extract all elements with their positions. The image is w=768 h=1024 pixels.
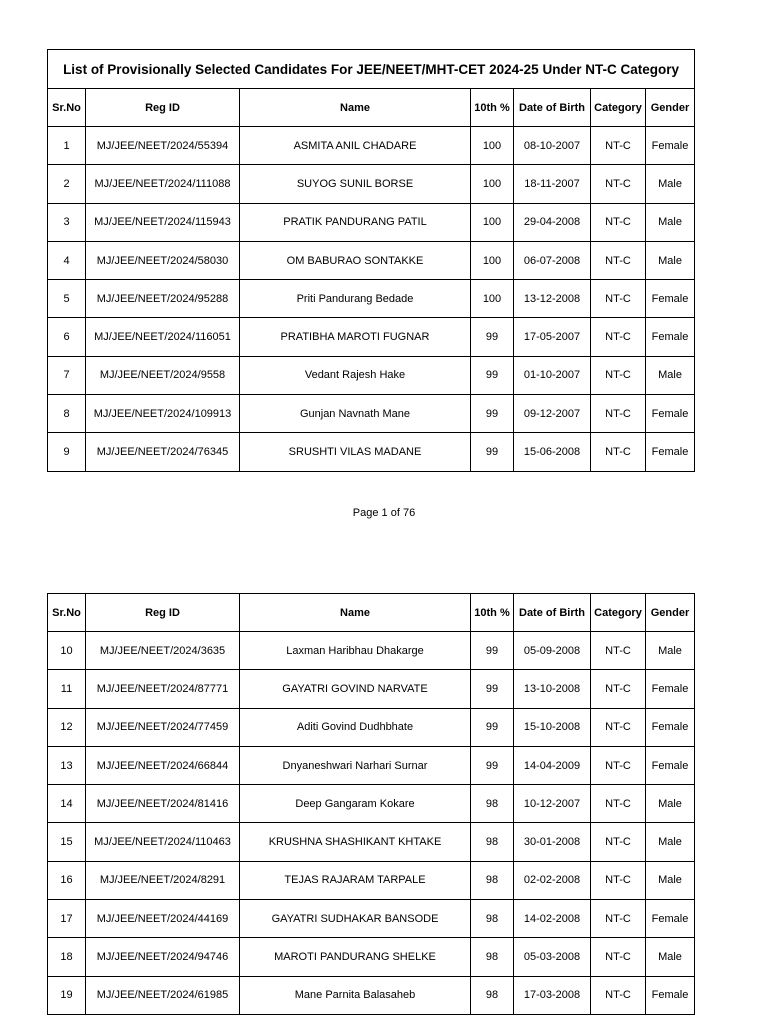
table-cell: NT-C bbox=[591, 746, 646, 784]
table-cell: 100 bbox=[471, 241, 514, 279]
candidates-table-page-2 bbox=[47, 593, 695, 1015]
table-row bbox=[48, 632, 695, 670]
table-cell: MJ/JEE/NEET/2024/95288 bbox=[86, 280, 240, 318]
table-cell: 2 bbox=[48, 165, 86, 203]
table-cell: Aditi Govind Dudhbhate bbox=[240, 708, 471, 746]
table-cell: NT-C bbox=[591, 280, 646, 318]
table-row bbox=[48, 746, 695, 784]
table-cell: Male bbox=[646, 785, 695, 823]
table-cell: 6 bbox=[48, 318, 86, 356]
table-header-row bbox=[48, 594, 695, 632]
table-cell: NT-C bbox=[591, 938, 646, 976]
table-cell: ASMITA ANIL CHADARE bbox=[240, 127, 471, 165]
table-cell: NT-C bbox=[591, 823, 646, 861]
table-row bbox=[48, 318, 695, 356]
table-cell: 08-10-2007 bbox=[514, 127, 591, 165]
table-cell: Laxman Haribhau Dhakarge bbox=[240, 632, 471, 670]
table-cell: 05-09-2008 bbox=[514, 632, 591, 670]
table-cell: 16 bbox=[48, 861, 86, 899]
table-cell: PRATIK PANDURANG PATIL bbox=[240, 203, 471, 241]
table-cell: Male bbox=[646, 861, 695, 899]
table-cell: 10 bbox=[48, 632, 86, 670]
table-cell: 19 bbox=[48, 976, 86, 1014]
column-header: Reg ID bbox=[86, 594, 240, 632]
table-body bbox=[48, 127, 695, 472]
table-cell: 1 bbox=[48, 127, 86, 165]
table-cell: Dnyaneshwari Narhari Surnar bbox=[240, 746, 471, 784]
table-cell: TEJAS RAJARAM TARPALE bbox=[240, 861, 471, 899]
table-cell: Mane Parnita Balasaheb bbox=[240, 976, 471, 1014]
table-cell: 99 bbox=[471, 433, 514, 471]
column-header: Gender bbox=[646, 89, 695, 127]
table-cell: 99 bbox=[471, 632, 514, 670]
table-cell: MJ/JEE/NEET/2024/111088 bbox=[86, 165, 240, 203]
document-title: List of Provisionally Selected Candidates For JEE/NEET/MHT-CET 2024-25 Under NT-C Category bbox=[48, 50, 695, 89]
table-cell: 17 bbox=[48, 900, 86, 938]
table-cell: Male bbox=[646, 356, 695, 394]
table-cell: NT-C bbox=[591, 395, 646, 433]
table-cell: 17-05-2007 bbox=[514, 318, 591, 356]
table-cell: 98 bbox=[471, 900, 514, 938]
table-cell: Female bbox=[646, 708, 695, 746]
table-cell: Female bbox=[646, 395, 695, 433]
column-header: Gender bbox=[646, 594, 695, 632]
table-cell: 7 bbox=[48, 356, 86, 394]
table-cell: 99 bbox=[471, 318, 514, 356]
table-cell: 05-03-2008 bbox=[514, 938, 591, 976]
table-header-row bbox=[48, 89, 695, 127]
table-cell: MJ/JEE/NEET/2024/110463 bbox=[86, 823, 240, 861]
table-body bbox=[48, 632, 695, 1015]
table-cell: 18 bbox=[48, 938, 86, 976]
table-cell: MAROTI PANDURANG SHELKE bbox=[240, 938, 471, 976]
table-cell: NT-C bbox=[591, 203, 646, 241]
table-cell: 14-04-2009 bbox=[514, 746, 591, 784]
column-header: Category bbox=[591, 594, 646, 632]
table-cell: Male bbox=[646, 241, 695, 279]
column-header: Date of Birth bbox=[514, 89, 591, 127]
column-header: Category bbox=[591, 89, 646, 127]
table-cell: Male bbox=[646, 938, 695, 976]
table-row bbox=[48, 433, 695, 471]
table-cell: 99 bbox=[471, 746, 514, 784]
table-cell: 8 bbox=[48, 395, 86, 433]
table-cell: Female bbox=[646, 318, 695, 356]
table-cell: 15 bbox=[48, 823, 86, 861]
table-row bbox=[48, 241, 695, 279]
table-row bbox=[48, 127, 695, 165]
column-header: Sr.No bbox=[48, 89, 86, 127]
table-cell: 100 bbox=[471, 280, 514, 318]
table-row bbox=[48, 708, 695, 746]
table-cell: MJ/JEE/NEET/2024/55394 bbox=[86, 127, 240, 165]
table-cell: 13-10-2008 bbox=[514, 670, 591, 708]
table-cell: Female bbox=[646, 976, 695, 1014]
table-cell: NT-C bbox=[591, 433, 646, 471]
page-number: Page 1 of 76 bbox=[352, 507, 416, 519]
table-row bbox=[48, 900, 695, 938]
table-cell: NT-C bbox=[591, 785, 646, 823]
table-cell: MJ/JEE/NEET/2024/109913 bbox=[86, 395, 240, 433]
table-cell: 98 bbox=[471, 785, 514, 823]
table-cell: Female bbox=[646, 127, 695, 165]
table-cell: Gunjan Navnath Mane bbox=[240, 395, 471, 433]
table-row bbox=[48, 165, 695, 203]
table-row bbox=[48, 976, 695, 1014]
candidates-table-page-1 bbox=[47, 49, 695, 472]
table-cell: SUYOG SUNIL BORSE bbox=[240, 165, 471, 203]
column-header: Name bbox=[240, 89, 471, 127]
table-cell: 15-06-2008 bbox=[514, 433, 591, 471]
table-cell: Male bbox=[646, 632, 695, 670]
table-cell: MJ/JEE/NEET/2024/116051 bbox=[86, 318, 240, 356]
table-cell: MJ/JEE/NEET/2024/87771 bbox=[86, 670, 240, 708]
table-cell: OM BABURAO SONTAKKE bbox=[240, 241, 471, 279]
table-cell: 15-10-2008 bbox=[514, 708, 591, 746]
table-cell: 100 bbox=[471, 203, 514, 241]
table-cell: Female bbox=[646, 670, 695, 708]
table-cell: MJ/JEE/NEET/2024/77459 bbox=[86, 708, 240, 746]
table-cell: 98 bbox=[471, 976, 514, 1014]
table-cell: MJ/JEE/NEET/2024/81416 bbox=[86, 785, 240, 823]
table-cell: 100 bbox=[471, 127, 514, 165]
table-cell: MJ/JEE/NEET/2024/3635 bbox=[86, 632, 240, 670]
table-cell: 98 bbox=[471, 861, 514, 899]
column-header: Sr.No bbox=[48, 594, 86, 632]
table-cell: MJ/JEE/NEET/2024/66844 bbox=[86, 746, 240, 784]
table-cell: 4 bbox=[48, 241, 86, 279]
table-cell: MJ/JEE/NEET/2024/61985 bbox=[86, 976, 240, 1014]
table-cell: 09-12-2007 bbox=[514, 395, 591, 433]
table-cell: Female bbox=[646, 746, 695, 784]
table-cell: Male bbox=[646, 165, 695, 203]
table-cell: 11 bbox=[48, 670, 86, 708]
column-header: 10th % bbox=[471, 89, 514, 127]
table-cell: KRUSHNA SHASHIKANT KHTAKE bbox=[240, 823, 471, 861]
table-cell: Female bbox=[646, 900, 695, 938]
table-cell: 5 bbox=[48, 280, 86, 318]
table-cell: 18-11-2007 bbox=[514, 165, 591, 203]
table-cell: NT-C bbox=[591, 165, 646, 203]
table-cell: Male bbox=[646, 823, 695, 861]
table-cell: MJ/JEE/NEET/2024/115943 bbox=[86, 203, 240, 241]
table-cell: 29-04-2008 bbox=[514, 203, 591, 241]
table-cell: SRUSHTI VILAS MADANE bbox=[240, 433, 471, 471]
table-cell: 02-02-2008 bbox=[514, 861, 591, 899]
column-header: Reg ID bbox=[86, 89, 240, 127]
table-cell: 13-12-2008 bbox=[514, 280, 591, 318]
table-cell: MJ/JEE/NEET/2024/9558 bbox=[86, 356, 240, 394]
table-cell: NT-C bbox=[591, 670, 646, 708]
table-cell: 98 bbox=[471, 938, 514, 976]
table-cell: Female bbox=[646, 433, 695, 471]
table-row bbox=[48, 395, 695, 433]
table-row bbox=[48, 785, 695, 823]
table-cell: NT-C bbox=[591, 900, 646, 938]
column-header: Date of Birth bbox=[514, 594, 591, 632]
table-cell: 100 bbox=[471, 165, 514, 203]
table-cell: 30-01-2008 bbox=[514, 823, 591, 861]
table-cell: 99 bbox=[471, 708, 514, 746]
table-cell: Vedant Rajesh Hake bbox=[240, 356, 471, 394]
table-row bbox=[48, 203, 695, 241]
table-cell: 99 bbox=[471, 395, 514, 433]
table-cell: 99 bbox=[471, 356, 514, 394]
table-row bbox=[48, 938, 695, 976]
table-cell: GAYATRI SUDHAKAR BANSODE bbox=[240, 900, 471, 938]
table-cell: NT-C bbox=[591, 861, 646, 899]
table-cell: MJ/JEE/NEET/2024/76345 bbox=[86, 433, 240, 471]
table-row bbox=[48, 861, 695, 899]
table-cell: 12 bbox=[48, 708, 86, 746]
table-cell: 3 bbox=[48, 203, 86, 241]
table-cell: MJ/JEE/NEET/2024/58030 bbox=[86, 241, 240, 279]
table-cell: PRATIBHA MAROTI FUGNAR bbox=[240, 318, 471, 356]
table-cell: MJ/JEE/NEET/2024/94746 bbox=[86, 938, 240, 976]
table-cell: NT-C bbox=[591, 708, 646, 746]
table-cell: 14 bbox=[48, 785, 86, 823]
table-cell: 13 bbox=[48, 746, 86, 784]
table-cell: Deep Gangaram Kokare bbox=[240, 785, 471, 823]
table-cell: 99 bbox=[471, 670, 514, 708]
table-cell: 98 bbox=[471, 823, 514, 861]
table-cell: NT-C bbox=[591, 976, 646, 1014]
table-row bbox=[48, 823, 695, 861]
table-cell: Priti Pandurang Bedade bbox=[240, 280, 471, 318]
table-cell: 01-10-2007 bbox=[514, 356, 591, 394]
table-row bbox=[48, 670, 695, 708]
table-cell: GAYATRI GOVIND NARVATE bbox=[240, 670, 471, 708]
table-cell: NT-C bbox=[591, 127, 646, 165]
table-cell: Male bbox=[646, 203, 695, 241]
table-cell: 10-12-2007 bbox=[514, 785, 591, 823]
table-cell: NT-C bbox=[591, 318, 646, 356]
column-header: 10th % bbox=[471, 594, 514, 632]
table-cell: NT-C bbox=[591, 241, 646, 279]
table-cell: MJ/JEE/NEET/2024/8291 bbox=[86, 861, 240, 899]
table-cell: 14-02-2008 bbox=[514, 900, 591, 938]
table-cell: 17-03-2008 bbox=[514, 976, 591, 1014]
table-cell: 9 bbox=[48, 433, 86, 471]
column-header: Name bbox=[240, 594, 471, 632]
table-cell: MJ/JEE/NEET/2024/44169 bbox=[86, 900, 240, 938]
table-cell: NT-C bbox=[591, 356, 646, 394]
table-cell: NT-C bbox=[591, 632, 646, 670]
table-cell: Female bbox=[646, 280, 695, 318]
table-cell: 06-07-2008 bbox=[514, 241, 591, 279]
table-row bbox=[48, 280, 695, 318]
table-row bbox=[48, 356, 695, 394]
